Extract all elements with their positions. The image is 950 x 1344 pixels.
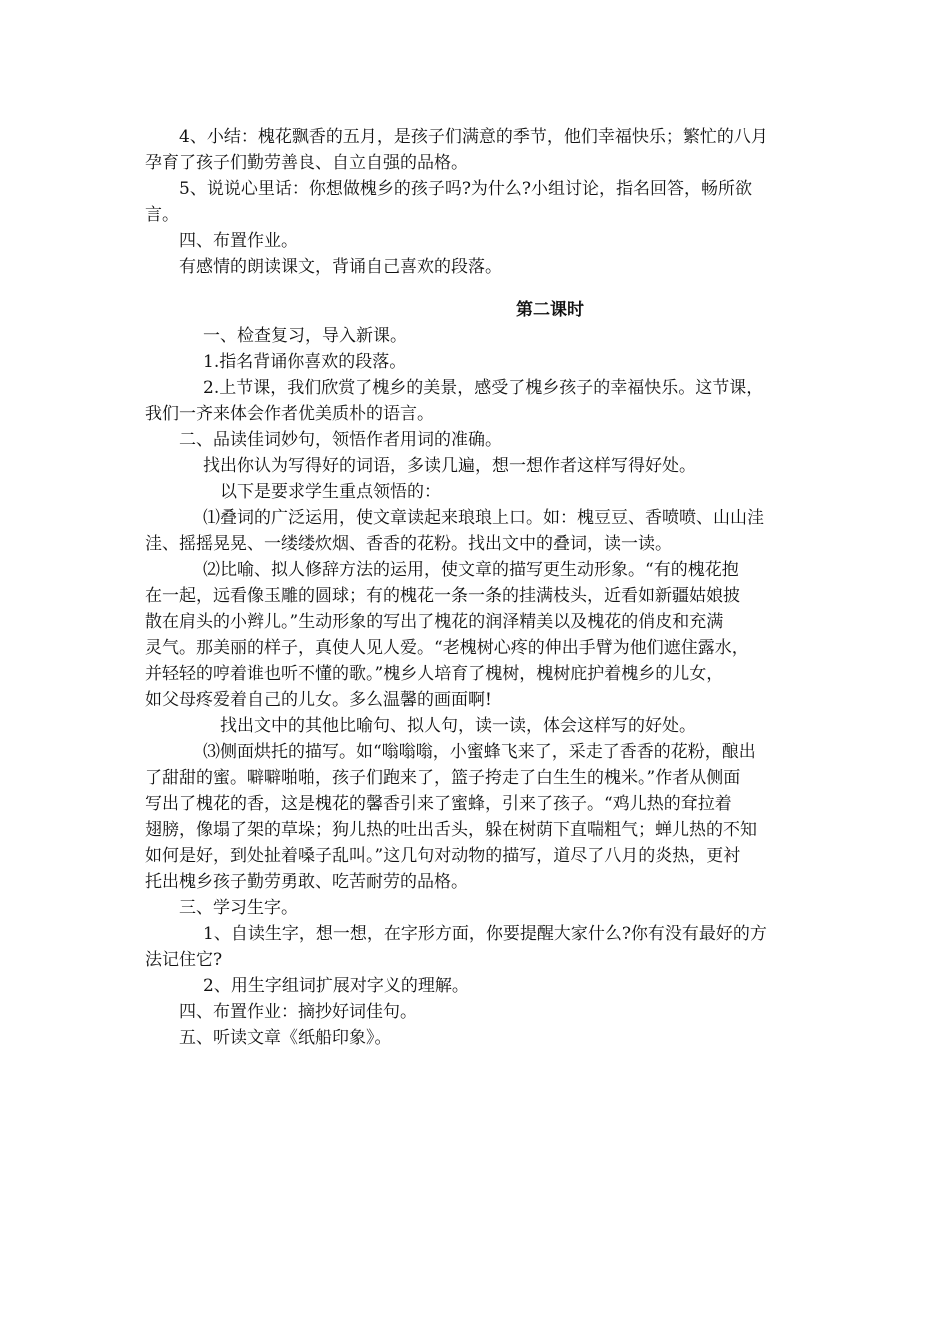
paragraph-line: 4、小结：槐花飘香的五月，是孩子们满意的季节，他们幸福快乐；繁忙的八月 <box>179 127 768 147</box>
paragraph-line: 翅膀，像塌了架的草垛；狗儿热的吐出舌头，躲在树荫下直喘粗气；蝉儿热的不知 <box>145 820 757 840</box>
paragraph-line: 二、品读佳词妙句，领悟作者用词的准确。 <box>179 430 502 450</box>
paragraph-line: 1、自读生字，想一想，在字形方面，你要提醒大家什么?你有没有最好的方 <box>203 924 767 944</box>
paragraph-line: 孕育了孩子们勤劳善良、自立自强的品格。 <box>145 153 468 173</box>
paragraph-line: 我们一齐来体会作者优美质朴的语言。 <box>145 404 434 424</box>
paragraph-line: 并轻轻的哼着谁也听不懂的歌。”槐乡人培育了槐树，槐树庇护着槐乡的儿女， <box>145 664 724 684</box>
section-title: 第二课时 <box>516 300 584 320</box>
paragraph-line: 如何是好，到处扯着嗓子乱叫。”这几句对动物的描写，道尽了八月的炎热，更衬 <box>145 846 741 866</box>
paragraph-line: 三、学习生字。 <box>179 898 298 918</box>
paragraph-line: 找出文中的其他比喻句、拟人句，读一读，体会这样写的好处。 <box>220 716 696 736</box>
paragraph-line: 在一起，远看像玉雕的圆球；有的槐花一条一条的挂满枝头，近看如新疆姑娘披 <box>145 586 740 606</box>
paragraph-line: 以下是要求学生重点领悟的： <box>220 482 441 502</box>
paragraph-line: 写出了槐花的香，这是槐花的馨香引来了蜜蜂，引来了孩子。“鸡儿热的耷拉着 <box>145 794 732 814</box>
paragraph-line: ⑴叠词的广泛运用，使文章读起来琅琅上口。如：槐豆豆、香喷喷、山山洼 <box>203 508 764 528</box>
paragraph-line: 2.上节课，我们欣赏了槐乡的美景，感受了槐乡孩子的幸福快乐。这节课， <box>203 378 764 398</box>
paragraph-line: 5、说说心里话：你想做槐乡的孩子吗?为什么?小组讨论，指名回答，畅所欲 <box>179 179 753 199</box>
paragraph-line: 了甜甜的蜜。噼噼啪啪，孩子们跑来了，篮子挎走了白生生的槐米。”作者从侧面 <box>145 768 741 788</box>
paragraph-line: 法记住它? <box>145 950 223 970</box>
paragraph-line: 四、布置作业。 <box>179 231 298 251</box>
paragraph-line: ⑶侧面烘托的描写。如“嗡嗡嗡，小蜜蜂飞来了，采走了香香的花粉，酿出 <box>203 742 756 762</box>
paragraph-line: ⑵比喻、拟人修辞方法的运用，使文章的描写更生动形象。“有的槐花抱 <box>203 560 739 580</box>
paragraph-line: 四、布置作业：摘抄好词佳句。 <box>179 1002 417 1022</box>
paragraph-line: 言。 <box>145 205 179 225</box>
paragraph-line: 找出你认为写得好的词语，多读几遍，想一想作者这样写得好处。 <box>203 456 696 476</box>
paragraph-line: 五、听读文章《纸船印象》。 <box>179 1028 392 1048</box>
paragraph-line: 有感情的朗读课文，背诵自己喜欢的段落。 <box>179 257 502 277</box>
paragraph-line: 2、用生字组词扩展对字义的理解。 <box>203 976 469 996</box>
paragraph-line: 一、检查复习，导入新课。 <box>203 326 407 346</box>
paragraph-line: 托出槐乡孩子勤劳勇敢、吃苦耐劳的品格。 <box>145 872 468 892</box>
paragraph-line: 1.指名背诵你喜欢的段落。 <box>203 352 407 372</box>
paragraph-line: 如父母疼爱着自己的儿女。多么温馨的画面啊! <box>145 690 492 710</box>
paragraph-line: 散在肩头的小辫儿。”生动形象的写出了槐花的润泽精美以及槐花的俏皮和充满 <box>145 612 724 632</box>
paragraph-line: 灵气。那美丽的样子，真使人见人爱。“老槐树心疼的伸出手臂为他们遮住露水， <box>145 638 749 658</box>
paragraph-line: 洼、摇摇晃晃、一缕缕炊烟、香香的花粉。找出文中的叠词，读一读。 <box>145 534 672 554</box>
